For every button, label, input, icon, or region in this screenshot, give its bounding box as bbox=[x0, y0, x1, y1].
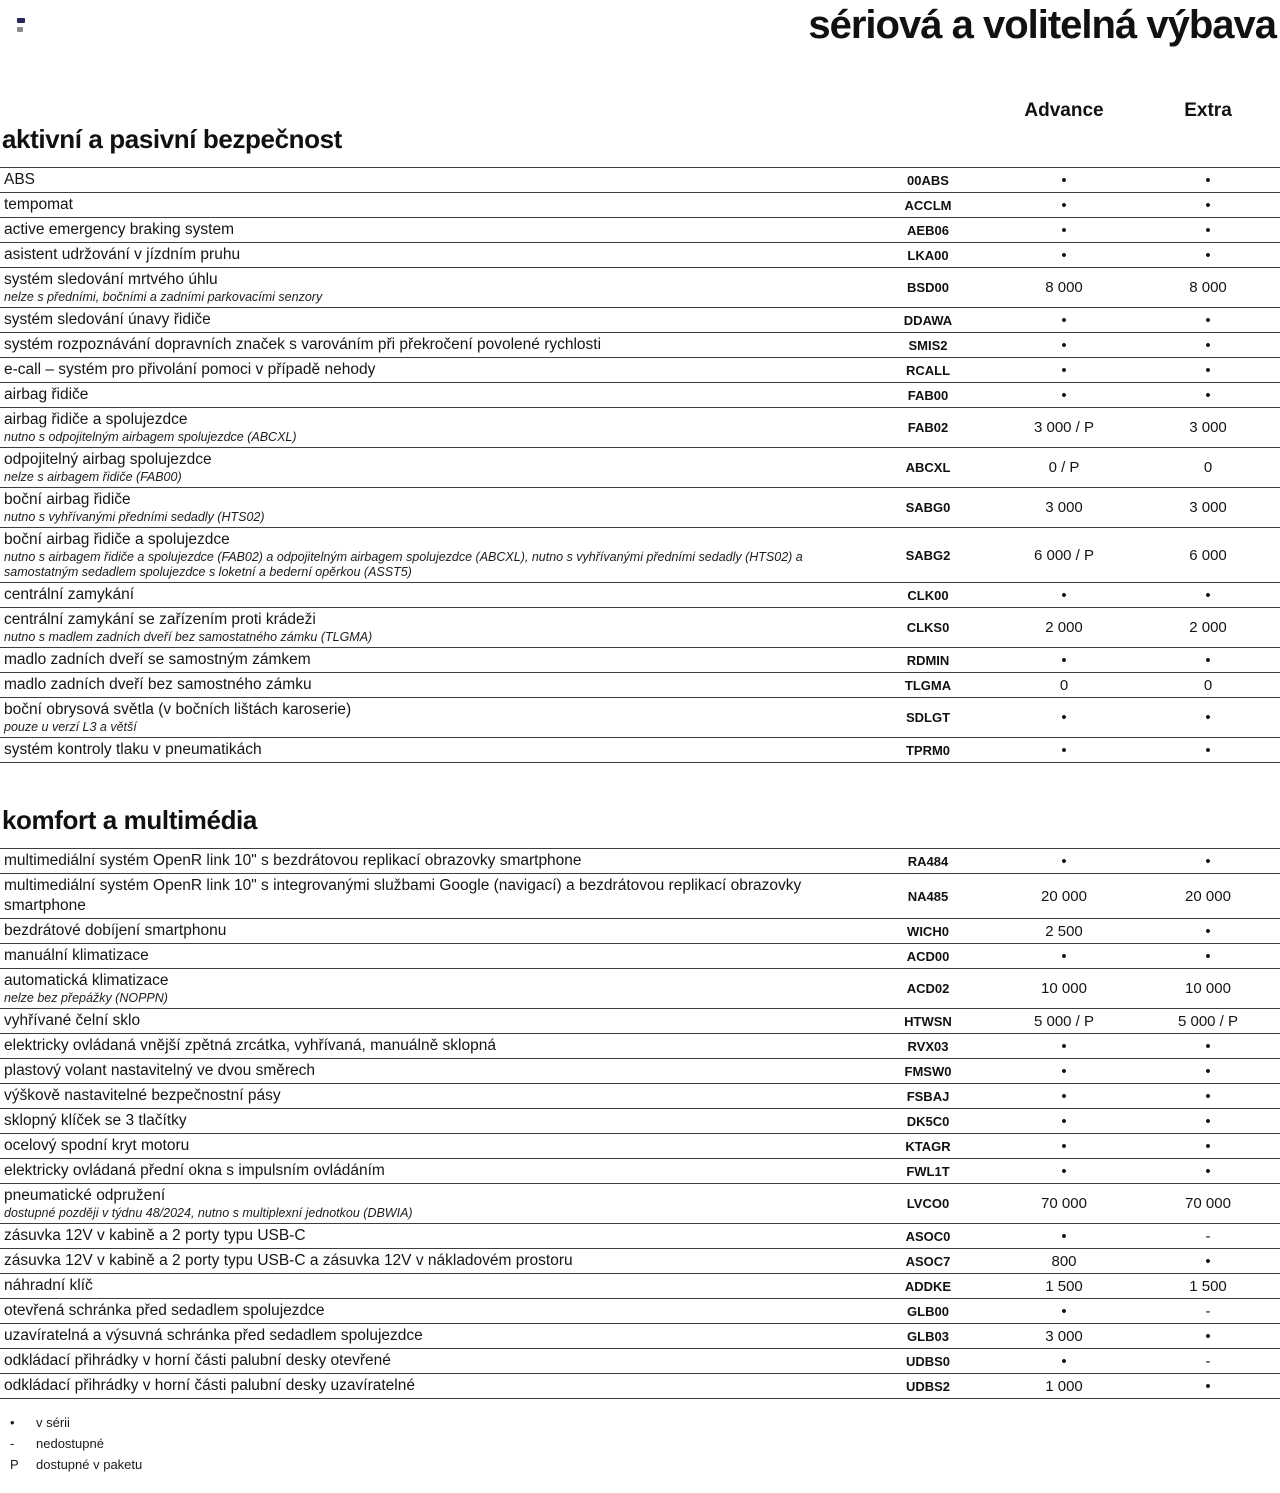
feature-name: boční airbag řidiče bbox=[4, 491, 131, 508]
value-extra: • bbox=[1205, 1162, 1211, 1180]
feature-code: CLKS0 bbox=[906, 620, 950, 635]
value-extra: • bbox=[1205, 1037, 1211, 1055]
value-extra: • bbox=[1205, 336, 1211, 354]
feature-name: airbag řidiče bbox=[4, 386, 89, 403]
value-advance: • bbox=[1061, 651, 1067, 669]
value-advance: • bbox=[1061, 386, 1067, 404]
feature-code: ASOC7 bbox=[905, 1253, 951, 1269]
value-extra: 8 000 bbox=[1189, 279, 1227, 296]
feature-code: WICH0 bbox=[907, 923, 949, 939]
value-advance: • bbox=[1061, 1162, 1067, 1180]
table-row bbox=[0, 608, 1280, 648]
feature-cell bbox=[0, 610, 864, 645]
table-row bbox=[0, 1184, 1280, 1224]
value-extra: • bbox=[1205, 246, 1211, 264]
feature-code: ADDKE bbox=[904, 1278, 952, 1294]
feature-code: TLGMA bbox=[904, 677, 952, 693]
feature-name: plastový volant nastavitelný ve dvou směrech bbox=[4, 1062, 316, 1079]
equipment-section bbox=[0, 805, 1280, 1399]
feature-code: RA484 bbox=[907, 853, 949, 869]
table-row bbox=[0, 193, 1280, 218]
value-extra: 3 000 bbox=[1189, 419, 1227, 436]
logo-bar bbox=[17, 18, 25, 23]
feature-name: zásuvka 12V v kabině a 2 porty typu USB-C a zásuvka 12V v nákladovém prostoru bbox=[4, 1252, 573, 1269]
feature-name: odkládací přihrádky v horní části palubní desky uzavíratelné bbox=[4, 1377, 415, 1394]
feature-name: multimediální systém OpenR link 10" s bezdrátovou replikací obrazovky smartphone bbox=[4, 852, 582, 869]
feature-note: nutno s madlem zadních dveří bez samostatného zámku (TLGMA) bbox=[4, 630, 373, 644]
feature-name: bezdrátové dobíjení smartphonu bbox=[4, 922, 227, 939]
feature-cell bbox=[0, 650, 864, 670]
value-advance: • bbox=[1061, 1112, 1067, 1130]
section-title: komfort a multimédia bbox=[2, 805, 257, 835]
value-extra: • bbox=[1205, 361, 1211, 379]
feature-name: vyhřívané čelní sklo bbox=[4, 1012, 141, 1029]
value-advance: • bbox=[1061, 709, 1067, 726]
feature-note: nutno s odpojitelným airbagem spolujezdce (ABCXL) bbox=[4, 430, 297, 444]
value-advance: 2 000 bbox=[1045, 619, 1083, 636]
feature-note: nutno s airbagem řidiče a spolujezdce (FAB02) a odpojitelným airbagem spolujezdce (ABCXL), nutno s vyhřívanými předními sedadly (HTS02) a samostatným sedadlem spolujezdce s loketní a bederní opěrkou (ASST5) bbox=[4, 550, 803, 579]
legend-item bbox=[10, 1454, 1280, 1475]
table-row bbox=[0, 218, 1280, 243]
feature-name: zásuvka 12V v kabině a 2 porty typu USB-C bbox=[4, 1227, 306, 1244]
feature-code: FWL1T bbox=[906, 1163, 950, 1179]
feature-code: DDAWA bbox=[903, 312, 953, 328]
table-row bbox=[0, 333, 1280, 358]
feature-code: FMSW0 bbox=[904, 1063, 952, 1079]
logo-bar bbox=[17, 27, 23, 32]
value-extra: • bbox=[1205, 947, 1211, 965]
table-row bbox=[0, 1324, 1280, 1349]
sections-container bbox=[0, 124, 1280, 1399]
value-extra: 5 000 / P bbox=[1177, 1012, 1239, 1030]
feature-name: náhradní klíč bbox=[4, 1277, 93, 1294]
value-extra: - bbox=[1205, 1302, 1211, 1320]
table-row bbox=[0, 849, 1280, 874]
table-row bbox=[0, 969, 1280, 1009]
value-advance: • bbox=[1061, 1302, 1067, 1320]
feature-name: systém sledování mrtvého úhlu bbox=[4, 271, 218, 288]
feature-note: nelze bez přepážky (NOPPN) bbox=[4, 991, 168, 1005]
feature-code: KTAGR bbox=[905, 1138, 951, 1154]
feature-code: SABG2 bbox=[905, 547, 951, 563]
feature-name: manuální klimatizace bbox=[4, 947, 149, 964]
feature-name: systém rozpoznávání dopravních značek s varováním při překročení povolené rychlosti bbox=[4, 336, 602, 353]
table-row bbox=[0, 944, 1280, 969]
feature-note: nelze s airbagem řidiče (FAB00) bbox=[4, 470, 182, 484]
feature-note: nutno s vyhřívanými předními sedadly (HTS02) bbox=[4, 510, 265, 524]
value-advance: • bbox=[1061, 741, 1067, 759]
value-extra: • bbox=[1205, 1087, 1211, 1105]
feature-name: madlo zadních dveří se samostným zámkem bbox=[4, 651, 311, 668]
table-row bbox=[0, 383, 1280, 408]
table-row bbox=[0, 698, 1280, 738]
feature-cell bbox=[0, 1036, 864, 1056]
value-advance: • bbox=[1061, 361, 1067, 379]
value-advance: 70 000 bbox=[1041, 1195, 1087, 1212]
value-extra: 2 000 bbox=[1189, 619, 1227, 636]
equipment-table bbox=[0, 848, 1280, 1399]
value-extra: 10 000 bbox=[1185, 980, 1231, 997]
table-row bbox=[0, 648, 1280, 673]
feature-code: GLB03 bbox=[907, 1328, 949, 1344]
table-row bbox=[0, 1009, 1280, 1034]
table-row bbox=[0, 583, 1280, 608]
feature-code: LKA00 bbox=[907, 247, 949, 263]
table-row bbox=[0, 1274, 1280, 1299]
feature-note: pouze u verzí L3 a větší bbox=[4, 720, 137, 734]
feature-name: odkládací přihrádky v horní části palubní desky otevřené bbox=[4, 1352, 391, 1369]
feature-cell bbox=[0, 921, 864, 941]
feature-code: RVX03 bbox=[907, 1038, 949, 1054]
feature-cell bbox=[0, 310, 864, 330]
value-extra: • bbox=[1205, 1137, 1211, 1155]
legend-item bbox=[10, 1433, 1280, 1454]
feature-cell bbox=[0, 450, 864, 485]
table-row bbox=[0, 1109, 1280, 1134]
value-advance: • bbox=[1061, 336, 1067, 354]
value-extra: 0 bbox=[1203, 459, 1213, 476]
feature-code: NA485 bbox=[907, 888, 949, 904]
feature-code: 00ABS bbox=[907, 172, 949, 188]
value-advance: • bbox=[1061, 1352, 1067, 1370]
column-headers bbox=[0, 100, 1280, 122]
feature-cell bbox=[0, 700, 864, 735]
feature-name: systém sledování únavy řidiče bbox=[4, 311, 211, 328]
feature-cell bbox=[0, 1136, 864, 1156]
feature-code: RCALL bbox=[905, 362, 951, 378]
table-row bbox=[0, 1349, 1280, 1374]
feature-code: UDBS0 bbox=[905, 1353, 951, 1369]
feature-code: BSD00 bbox=[907, 280, 949, 295]
table-row bbox=[0, 738, 1280, 763]
feature-name: uzavíratelná a výsuvná schránka před sedadlem spolujezdce bbox=[4, 1327, 423, 1344]
feature-cell bbox=[0, 410, 864, 445]
table-row bbox=[0, 673, 1280, 698]
table-row bbox=[0, 1059, 1280, 1084]
equipment-section bbox=[0, 124, 1280, 763]
table-row bbox=[0, 1084, 1280, 1109]
feature-name: madlo zadních dveří bez samostného zámku bbox=[4, 676, 312, 693]
table-row bbox=[0, 919, 1280, 944]
feature-cell bbox=[0, 385, 864, 405]
feature-name: boční obrysová světla (v bočních lištách karoserie) bbox=[4, 701, 352, 718]
feature-name: automatická klimatizace bbox=[4, 972, 169, 989]
feature-cell bbox=[0, 220, 864, 240]
feature-code: FSBAJ bbox=[906, 1088, 950, 1104]
legend-symbol: - bbox=[10, 1436, 15, 1451]
value-extra: 3 000 bbox=[1189, 499, 1227, 516]
feature-cell bbox=[0, 360, 864, 380]
feature-note: dostupné později v týdnu 48/2024, nutno s multiplexní jednotkou (DBWIA) bbox=[4, 1206, 413, 1220]
feature-code: FAB02 bbox=[907, 420, 949, 435]
feature-cell bbox=[0, 1186, 864, 1221]
feature-cell bbox=[0, 335, 864, 355]
value-advance: 800 bbox=[1051, 1252, 1077, 1270]
value-advance: • bbox=[1061, 1087, 1067, 1105]
value-extra: 0 bbox=[1203, 676, 1213, 694]
feature-cell bbox=[0, 1226, 864, 1246]
value-extra: • bbox=[1205, 922, 1211, 940]
legend-label: nedostupné bbox=[36, 1436, 104, 1451]
feature-cell bbox=[0, 740, 864, 760]
feature-cell bbox=[0, 1161, 864, 1181]
feature-code: ACD00 bbox=[906, 948, 950, 964]
value-advance: 3 000 bbox=[1045, 1327, 1083, 1345]
value-extra: • bbox=[1205, 171, 1211, 189]
value-extra: • bbox=[1205, 586, 1211, 604]
value-extra: • bbox=[1205, 311, 1211, 329]
value-extra: - bbox=[1205, 1227, 1211, 1245]
feature-name: asistent udržování v jízdním pruhu bbox=[4, 246, 241, 263]
table-row bbox=[0, 168, 1280, 193]
value-advance: 2 500 bbox=[1045, 922, 1083, 940]
value-extra: • bbox=[1205, 1377, 1211, 1395]
feature-cell bbox=[0, 490, 864, 525]
feature-code: TPRM0 bbox=[905, 742, 951, 758]
feature-name: elektricky ovládaná vnější zpětná zrcátka, vyhřívaná, manuálně sklopná bbox=[4, 1037, 496, 1054]
value-extra: 20 000 bbox=[1185, 887, 1231, 905]
feature-name: výškově nastavitelné bezpečnostní pásy bbox=[4, 1087, 281, 1104]
column-header-extra: Extra bbox=[1184, 100, 1232, 121]
feature-name: centrální zamykání se zařízením proti krádeži bbox=[4, 611, 316, 628]
value-extra: • bbox=[1205, 1062, 1211, 1080]
feature-code: SDLGT bbox=[905, 710, 951, 725]
feature-name: centrální zamykání bbox=[4, 586, 135, 603]
value-advance: 1 500 bbox=[1045, 1277, 1083, 1295]
feature-name: ABS bbox=[4, 171, 36, 188]
feature-code: SABG0 bbox=[905, 500, 951, 515]
legend-item bbox=[10, 1412, 1280, 1433]
feature-code: UDBS2 bbox=[905, 1378, 951, 1394]
value-extra: 1 500 bbox=[1189, 1277, 1227, 1295]
table-row bbox=[0, 268, 1280, 308]
feature-name: otevřená schránka před sedadlem spolujezdce bbox=[4, 1302, 325, 1319]
table-row bbox=[0, 358, 1280, 383]
legend bbox=[0, 1412, 1280, 1475]
value-extra: • bbox=[1205, 741, 1211, 759]
value-advance: 3 000 bbox=[1045, 499, 1083, 516]
feature-name: elektricky ovládaná přední okna s impulsním ovládáním bbox=[4, 1162, 385, 1179]
value-extra: • bbox=[1205, 651, 1211, 669]
table-row bbox=[0, 1299, 1280, 1324]
value-extra: - bbox=[1205, 1352, 1211, 1370]
value-advance: • bbox=[1061, 221, 1067, 239]
table-row bbox=[0, 488, 1280, 528]
feature-code: AEB06 bbox=[907, 222, 949, 238]
feature-cell bbox=[0, 1326, 864, 1346]
feature-name: multimediální systém OpenR link 10" s integrovanými službami Google (navigací) a bezdrátovou replikací obrazovky smartphone bbox=[4, 877, 802, 914]
page-header bbox=[0, 0, 1280, 52]
value-advance: 3 000 / P bbox=[1033, 419, 1095, 436]
value-advance: 20 000 bbox=[1041, 887, 1087, 905]
feature-code: ABCXL bbox=[905, 460, 951, 475]
page-title: sériová a volitelná výbava bbox=[808, 3, 1276, 47]
table-row bbox=[0, 1034, 1280, 1059]
legend-symbol: • bbox=[10, 1415, 15, 1430]
value-advance: • bbox=[1061, 196, 1067, 214]
feature-cell bbox=[0, 1376, 864, 1396]
value-advance: 0 bbox=[1059, 676, 1069, 694]
value-advance: 1 000 bbox=[1045, 1377, 1083, 1395]
value-advance: 0 / P bbox=[1048, 459, 1080, 476]
feature-cell bbox=[0, 1301, 864, 1321]
value-advance: 5 000 / P bbox=[1033, 1012, 1095, 1030]
feature-cell bbox=[0, 1011, 864, 1031]
feature-cell bbox=[0, 851, 864, 871]
value-advance: • bbox=[1061, 1037, 1067, 1055]
feature-code: CLK00 bbox=[907, 587, 949, 603]
value-extra: • bbox=[1205, 1112, 1211, 1130]
legend-label: dostupné v paketu bbox=[36, 1457, 143, 1472]
table-row bbox=[0, 1134, 1280, 1159]
feature-name: sklopný klíček se 3 tlačítky bbox=[4, 1112, 187, 1129]
table-row bbox=[0, 408, 1280, 448]
table-row bbox=[0, 448, 1280, 488]
feature-code: DK5C0 bbox=[906, 1113, 950, 1129]
feature-cell bbox=[0, 530, 864, 580]
feature-name: odpojitelný airbag spolujezdce bbox=[4, 451, 212, 468]
feature-cell bbox=[0, 1276, 864, 1296]
value-advance: • bbox=[1061, 246, 1067, 264]
column-header-advance: Advance bbox=[1024, 100, 1104, 121]
equipment-table bbox=[0, 167, 1280, 763]
feature-cell bbox=[0, 195, 864, 215]
value-advance: 6 000 / P bbox=[1033, 546, 1095, 564]
value-extra: • bbox=[1205, 221, 1211, 239]
feature-cell bbox=[0, 245, 864, 265]
section-title: aktivní a pasivní bezpečnost bbox=[2, 124, 342, 154]
feature-code: ASOC0 bbox=[905, 1228, 951, 1244]
feature-cell bbox=[0, 1111, 864, 1131]
table-row bbox=[0, 1249, 1280, 1274]
feature-cell bbox=[0, 270, 864, 305]
feature-cell bbox=[0, 946, 864, 966]
value-extra: • bbox=[1205, 709, 1211, 726]
value-extra: • bbox=[1205, 196, 1211, 214]
value-advance: • bbox=[1061, 1062, 1067, 1080]
feature-name: boční airbag řidiče a spolujezdce bbox=[4, 531, 230, 548]
value-extra: • bbox=[1205, 852, 1211, 870]
feature-cell bbox=[0, 1251, 864, 1271]
feature-name: active emergency braking system bbox=[4, 221, 235, 238]
value-advance: • bbox=[1061, 586, 1067, 604]
feature-name: systém kontroly tlaku v pneumatikách bbox=[4, 741, 262, 758]
value-advance: • bbox=[1061, 947, 1067, 965]
brand-logo-icon bbox=[17, 18, 26, 32]
feature-cell bbox=[0, 971, 864, 1006]
table-row bbox=[0, 1374, 1280, 1399]
table-row bbox=[0, 1159, 1280, 1184]
feature-cell bbox=[0, 1351, 864, 1371]
feature-code: ACD02 bbox=[906, 981, 950, 996]
feature-code: FAB00 bbox=[907, 387, 949, 403]
table-row bbox=[0, 528, 1280, 583]
feature-code: RDMIN bbox=[906, 652, 950, 668]
feature-name: pneumatické odpružení bbox=[4, 1187, 166, 1204]
feature-cell bbox=[0, 585, 864, 605]
value-advance: • bbox=[1061, 171, 1067, 189]
value-advance: • bbox=[1061, 852, 1067, 870]
feature-code: SMIS2 bbox=[908, 337, 948, 353]
value-extra: • bbox=[1205, 386, 1211, 404]
feature-name: ocelový spodní kryt motoru bbox=[4, 1137, 190, 1154]
feature-name: airbag řidiče a spolujezdce bbox=[4, 411, 188, 428]
feature-code: ACCLM bbox=[904, 197, 952, 213]
value-advance: 8 000 bbox=[1045, 279, 1083, 296]
feature-cell bbox=[0, 675, 864, 695]
feature-code: HTWSN bbox=[904, 1013, 952, 1029]
feature-name: e-call – systém pro přivolání pomoci v případě nehody bbox=[4, 361, 376, 378]
value-extra: • bbox=[1205, 1252, 1211, 1270]
legend-symbol: P bbox=[10, 1457, 19, 1472]
value-advance: • bbox=[1061, 1227, 1067, 1245]
value-advance: • bbox=[1061, 1137, 1067, 1155]
feature-code: GLB00 bbox=[907, 1303, 949, 1319]
value-advance: • bbox=[1061, 311, 1067, 329]
table-row bbox=[0, 308, 1280, 333]
feature-note: nelze s předními, bočními a zadními parkovacími senzory bbox=[4, 290, 323, 304]
table-row bbox=[0, 243, 1280, 268]
table-row bbox=[0, 1224, 1280, 1249]
feature-cell bbox=[0, 876, 864, 916]
value-extra: 70 000 bbox=[1185, 1195, 1231, 1212]
feature-code: LVCO0 bbox=[906, 1196, 950, 1211]
legend-label: v sérii bbox=[36, 1415, 70, 1430]
value-extra: 6 000 bbox=[1189, 546, 1227, 564]
feature-cell bbox=[0, 1061, 864, 1081]
feature-cell bbox=[0, 170, 864, 190]
feature-name: tempomat bbox=[4, 196, 73, 213]
value-advance: 10 000 bbox=[1041, 980, 1087, 997]
feature-cell bbox=[0, 1086, 864, 1106]
value-extra: • bbox=[1205, 1327, 1211, 1345]
table-row bbox=[0, 874, 1280, 919]
